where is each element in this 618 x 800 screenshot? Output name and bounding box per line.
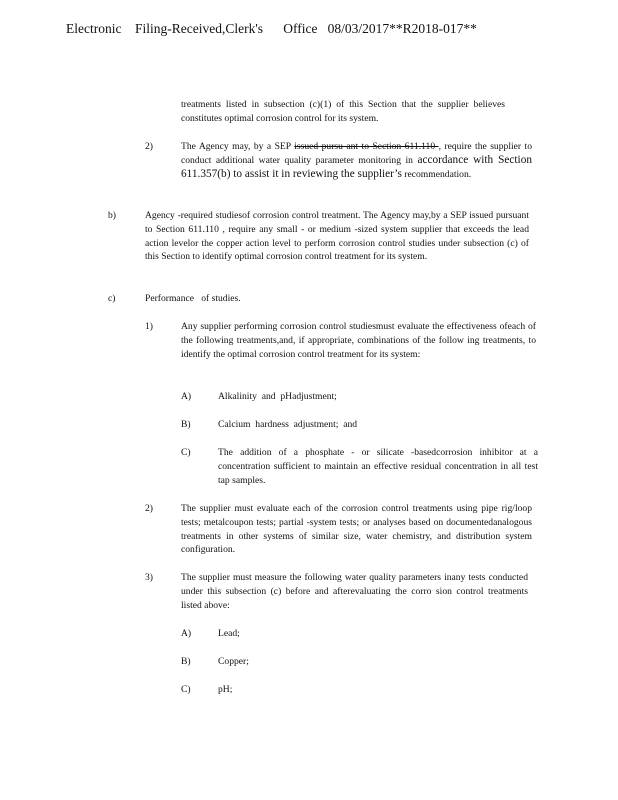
item-c3a-text: Lead; [218,628,240,639]
item-c-label: c) [108,293,116,304]
item-c3b-label: B) [181,656,191,667]
item-c1b-text: Calcium hardness adjustment; and [218,419,358,430]
item-a2-text-before: The Agency may, by a SEP [181,141,295,152]
item-a2-text-end: recommendation. [401,168,472,180]
item-c3-label: 3) [145,572,153,583]
item-c3-text: The supplier must measure the following water quality parameters inany tests conducted under this subsection (c) before and afterevaluating the corro sion control treatments listed above: [181,572,528,611]
item-c1-label: 1) [145,321,153,332]
filing-header: Electronic Filing-Received,Clerk's Office 08/03/2017**R2018-017** [66,21,477,36]
item-c3c-label: C) [181,684,191,695]
item-c3c-text: pH; [218,684,233,695]
item-c1a-label: A) [181,391,192,402]
item-c-text: Performance of studies. [145,293,241,304]
item-c2-text: The supplier must evaluate each of the corrosion control treatments using pipe rig/loop tests; metalcoupon tests; partial -system tests; or analyses based on documentedanalogous treatments in other systems of similar size, water chemistry, and distribution system configuration. [181,503,532,556]
item-c1a-text: Alkalinity and pHadjustment; [218,391,337,402]
item-c2-label: 2) [145,503,153,514]
item-a2-text-after: , require the supplier to conduct additional water quality parameter monitoring in [181,141,533,166]
continuation-paragraph: treatments listed in subsection (c)(1) of this Section that the supplier believes constitutes optimal corrosion control for its system. [181,99,505,124]
item-a2-text-large: accordance with Section 611.357(b) to assist it in reviewing the supplier’s [181,153,532,180]
item-c1b-label: B) [181,419,191,430]
item-b-text: Agency -required studiesof corrosion control treatment. The Agency may,by a SEP issued pursuant to Section 611.110 , require any small - or medium -sized system supplier that exceeds the lead action levelor the copper action level to perform corrosion control studies under subsection (c) of this Section to identify optimal corrosion control treatment for its system. [145,210,529,263]
item-a2-text [181,140,532,181]
item-c1c-text: The addition of a phosphate - or silicate -basedcorrosion inhibitor at a concentration sufficient to maintain an effective residual concentration in all test tap samples. [218,447,538,486]
item-c3b-text: Copper; [218,656,249,667]
item-a2-struck-text: issued pursu ant to Section 611.110 [294,141,439,152]
item-a2-label: 2) [145,141,153,152]
item-c1c-label: C) [181,447,191,458]
item-c1-text: Any supplier performing corrosion control studiesmust evaluate the effectiveness ofeach of the following treatments,and, if appropriate, combinations of the follow ing treatments, to identify the optimal corrosion control treatment for its system: [181,321,536,360]
item-b-label: b) [108,210,116,221]
item-c3a-label: A) [181,628,192,639]
